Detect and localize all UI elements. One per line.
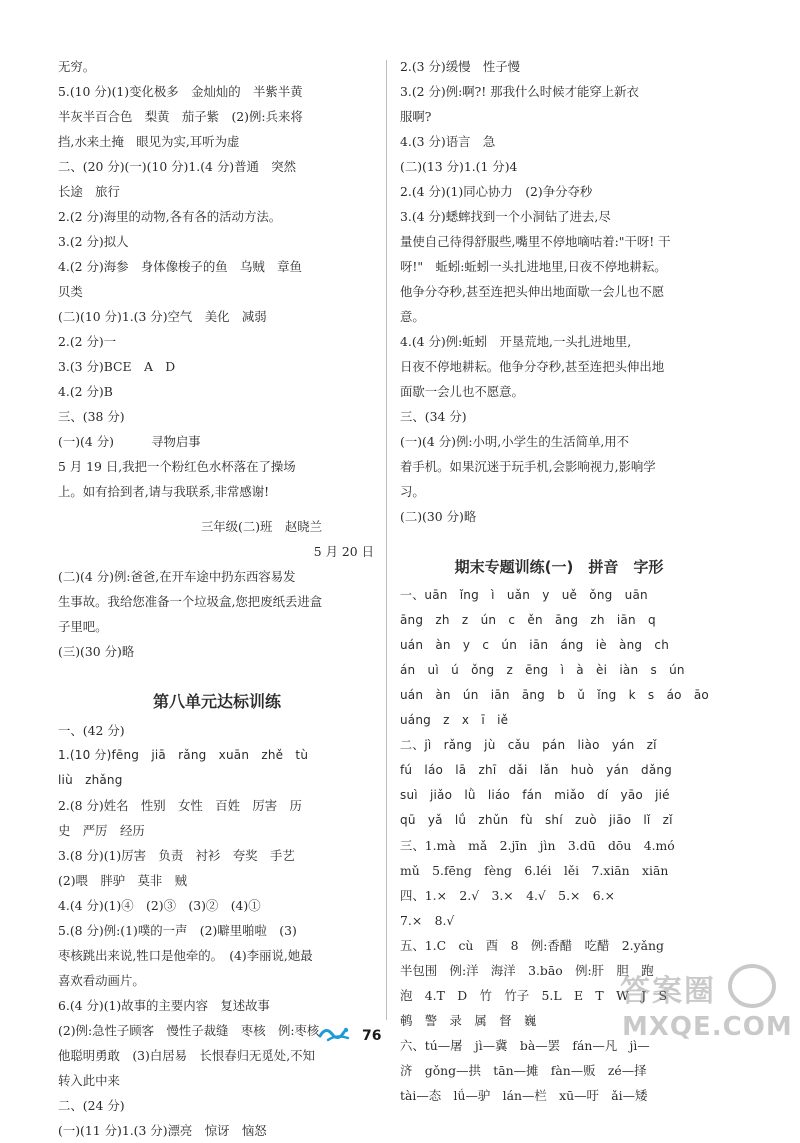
text-line: 4.(4 分)(1)④ (2)③ (3)② (4)① — [58, 898, 261, 913]
spacer — [58, 504, 376, 514]
text-line: fú láo lā zhī dǎi lǎn huò yán dǎng — [400, 763, 672, 777]
notice-date: 5 月 20 日 — [313, 544, 374, 559]
text-line: 4.(3 分)语言 急 — [400, 134, 496, 149]
watermark-logo — [616, 960, 796, 1056]
text-line: 二、jì rǎng jù cǎu pán liào yán zǐ — [400, 738, 657, 752]
text-line: 习。 — [400, 484, 425, 499]
column-divider — [386, 60, 387, 1020]
text-line: uán àn y c ún iān áng iè àng ch — [400, 638, 669, 652]
text-line: (一)(11 分)1.(3 分)漂亮 惊讶 恼怒 — [58, 1123, 267, 1138]
text-line: 5.(10 分)(1)变化极多 金灿灿的 半紫半黄 — [58, 84, 303, 99]
text-line: 济 gǒng—拱 tān—摊 fàn—贩 zé—择 — [400, 1063, 647, 1078]
page-number: 76 — [362, 1028, 382, 1044]
text-line: 4.(4 分)例:蚯蚓 开垦荒地,一头扎进地里, — [400, 334, 632, 349]
text-line: 他聪明勇敢 (3)白居易 长恨春归无觅处,不知 — [58, 1048, 315, 1063]
answers-block-3 — [58, 718, 376, 1143]
text-line: 枣核跳出来说,牲口是他牵的。 (4)李丽说,她最 — [58, 948, 313, 963]
text-line: 子里吧。 — [58, 619, 108, 634]
text-line: 生事故。我给您准备一个垃圾盒,您把废纸丢进盒 — [58, 594, 323, 609]
text-line: tài—态 lǘ—驴 lán—栏 xū—吁 ǎi—矮 — [400, 1088, 648, 1103]
text-line: (一)(4 分)例:小明,小学生的生活简单,用不 — [400, 434, 630, 449]
text-line: 史 严厉 经历 — [58, 823, 145, 838]
text-line: 半包围 例:洋 海洋 3.bāo 例:肝 胆 跑 — [400, 963, 654, 978]
watermark-url: MXQE.COM — [622, 1012, 793, 1042]
text-line: mǔ 5.fēng fèng 6.léi lěi 7.xiān xiān — [400, 863, 669, 878]
text-line: 他争分夺秒,甚至连把头伸出地面歇一会儿也不愿 — [400, 284, 665, 299]
notice-signature: 三年级(二)班 赵晓兰 — [200, 519, 322, 534]
text-line: 鹌 警 录 属 督 巍 — [400, 1013, 537, 1028]
text-line: āng zh z ún c ěn āng zh iān q — [400, 613, 656, 627]
text-line: 贝类 — [58, 284, 83, 299]
text-line: 意。 — [400, 309, 425, 324]
text-line: 无穷。 — [58, 59, 96, 74]
right-column — [400, 54, 718, 1108]
text-line: 6.(4 分)(1)故事的主要内容 复述故事 — [58, 998, 270, 1013]
publisher-logo-icon — [318, 1024, 352, 1048]
text-line: 4.(2 分)B — [58, 384, 113, 399]
text-line: 泡 4.T D 竹 竹子 5.L E T W J S — [400, 988, 668, 1003]
text-line: 3.(2 分)拟人 — [58, 234, 129, 249]
text-line: (二)(4 分)例:爸爸,在开车途中扔东西容易发 — [58, 569, 296, 584]
answers-block-1 — [58, 54, 376, 504]
text-line: qū yǎ lǘ zhǔn fù shí zuò jiāo lǐ zǐ — [400, 813, 673, 827]
text-line: 3.(2 分)例:啊?! 那我什么时候才能穿上新衣 — [400, 84, 639, 99]
text-line: 二、(20 分)(一)(10 分)1.(4 分)普通 突然 — [58, 159, 297, 174]
text-line: 3.(4 分)蟋蟀找到一个小洞钻了进去,尽 — [400, 209, 611, 224]
text-line: (二)(10 分)1.(3 分)空气 美化 减弱 — [58, 309, 267, 324]
text-line: 量使自己待得舒服些,嘴里不停地嘀咕着:"干呀! 干 — [400, 234, 671, 249]
spacer — [400, 529, 718, 551]
section-heading: 期末专题训练(一) 拼音 字形 — [454, 558, 664, 576]
text-line: suì jiǎo lǜ liáo fán miǎo dí yāo jié — [400, 788, 670, 802]
text-line: 日夜不停地耕耘。他争分夺秒,甚至连把头伸出地 — [400, 359, 665, 374]
text-line: 面歇一会儿也不愿意。 — [400, 384, 524, 399]
text-line: 2.(8 分)姓名 性别 女性 百姓 厉害 历 — [58, 798, 302, 813]
text-line: 四、1.× 2.√ 3.× 4.√ 5.× 6.× — [400, 888, 615, 903]
text-line: 三、1.mà mǎ 2.jīn jìn 3.dū dōu 4.mó — [400, 838, 675, 853]
text-line: 2.(2 分)海里的动物,各有各的活动方法。 — [58, 209, 282, 224]
text-line: 着手机。如果沉迷于玩手机,会影响视力,影响学 — [400, 459, 656, 474]
text-line: uán àn ún iān āng b ǔ ǐng k s áo āo — [400, 688, 709, 702]
text-line: 转入此中来 — [58, 1073, 120, 1088]
text-line: (二)(13 分)1.(1 分)4 — [400, 159, 518, 174]
text-line: 三、(38 分) — [58, 409, 125, 424]
answers-block-2 — [58, 564, 376, 664]
text-line: (一)(4 分) 寻物启事 — [58, 434, 201, 449]
text-line: 5 月 19 日,我把一个粉红色水杯落在了操场 — [58, 459, 296, 474]
text-line: 3.(3 分)BCE A D — [58, 359, 176, 374]
text-line: 挡,水来土掩 眼见为实,耳听为虚 — [58, 134, 240, 149]
spacer — [58, 664, 376, 686]
text-line: (三)(30 分)略 — [58, 644, 135, 659]
text-line: 六、tú—屠 jì—冀 bà—罢 fán—凡 jì— — [400, 1038, 650, 1053]
text-line: uáng z x ī iě — [400, 713, 509, 727]
text-line: 7.× 8.√ — [400, 913, 455, 928]
text-line: 五、1.C cù 酉 8 例:香醋 吃醋 2.yǎng — [400, 938, 664, 953]
text-line: (二)(30 分)略 — [400, 509, 477, 524]
text-line: 3.(8 分)(1)厉害 负责 衬衫 夸奖 手艺 — [58, 848, 295, 863]
text-line: 一、(42 分) — [58, 723, 125, 738]
text-line: 喜欢看动画片。 — [58, 973, 145, 988]
text-line: 4.(2 分)海参 身体像梭子的鱼 乌贼 章鱼 — [58, 259, 302, 274]
watermark-text: 答案圈 — [620, 974, 716, 1009]
text-line: 半灰半百合色 梨黄 茄子紫 (2)例:兵来将 — [58, 109, 303, 124]
text-line: 上。如有拾到者,请与我联系,非常感谢! — [58, 484, 270, 499]
text-line: 1.(10 分)fēng jiā rǎng xuān zhě tù — [58, 748, 309, 762]
text-line: 呀!" 蚯蚓:蚯蚓一头扎进地里,日夜不停地耕耘。 — [400, 259, 667, 274]
text-line: 2.(4 分)(1)同心协力 (2)争分夺秒 — [400, 184, 593, 199]
text-line: 2.(2 分)一 — [58, 334, 117, 349]
answers-block-4 — [400, 54, 718, 529]
text-line: án uì ú ǒng z ēng ì à èi iàn s ún — [400, 663, 685, 677]
text-line: 服啊? — [400, 109, 432, 124]
text-line: 2.(3 分)缓慢 性子慢 — [400, 59, 521, 74]
text-line: 长途 旅行 — [58, 184, 120, 199]
page-footer — [318, 1024, 381, 1048]
text-line: liù zhǎng — [58, 773, 123, 787]
text-line: 二、(24 分) — [58, 1098, 125, 1113]
left-column — [58, 54, 376, 1143]
text-line: (2)喂 胖驴 莫非 贼 — [58, 873, 188, 888]
section-heading: 第八单元达标训练 — [152, 692, 281, 711]
text-line: 5.(8 分)例:(1)噗的一声 (2)噼里啪啦 (3) — [58, 923, 297, 938]
text-line: 三、(34 分) — [400, 409, 467, 424]
text-line: (2)例:急性子顾客 慢性子裁缝 枣核 例:枣核 — [58, 1023, 320, 1038]
text-line: 一、uān ǐng ì uǎn y uě ǒng uān — [400, 588, 648, 602]
